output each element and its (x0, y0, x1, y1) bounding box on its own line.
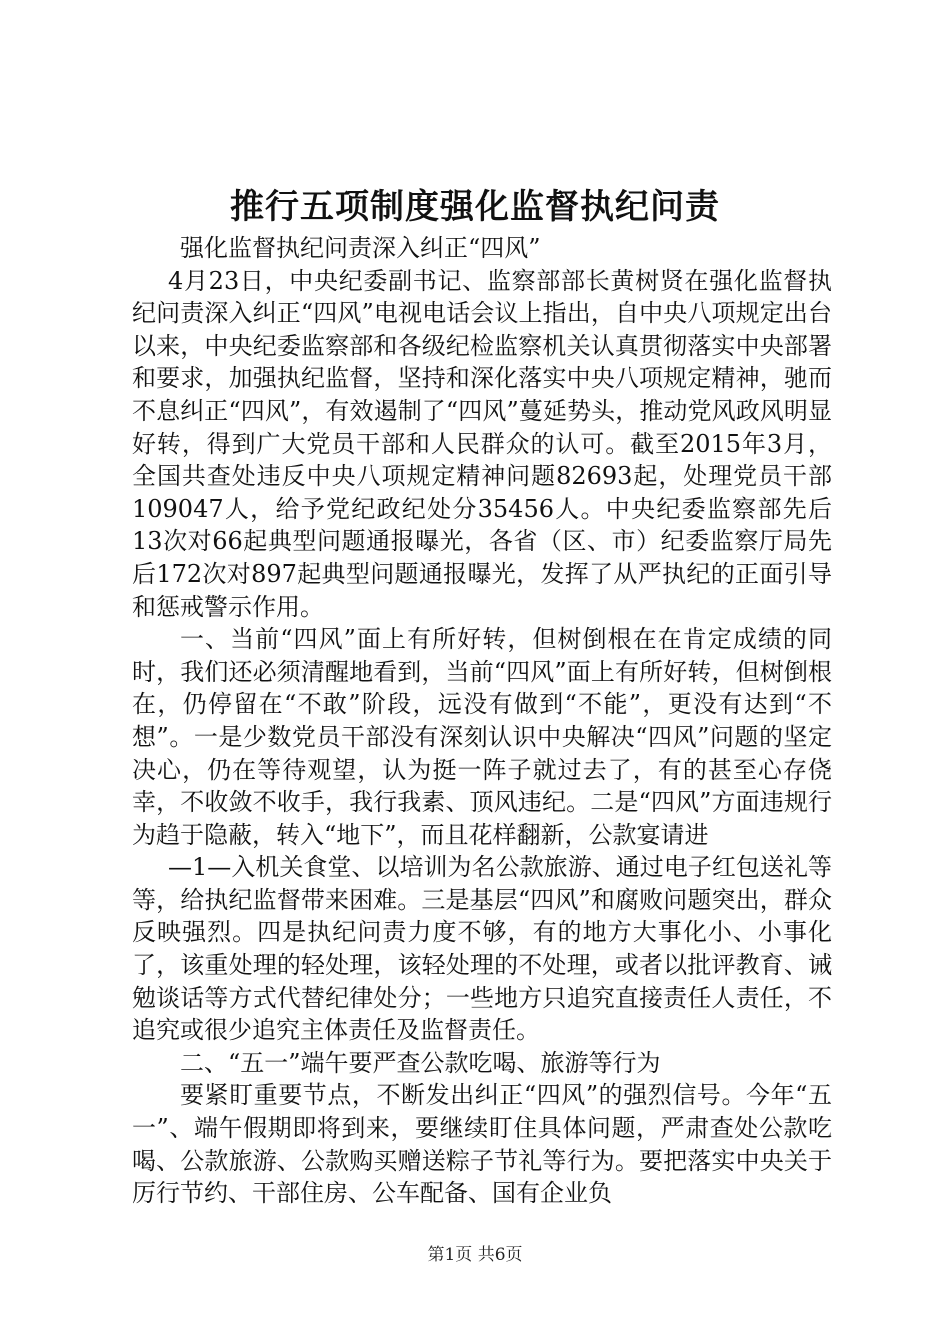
body-paragraph: 要紧盯重要节点，不断发出纠正“四风”的强烈信号。今年“五一”、端午假期即将到来，要继续盯住具体问题，严肃查处公款吃喝、公款旅游、公款购买赠送粽子节礼等行为。要把落实中央关于厉行节约、干部住房、公车配备、国有企业负 (132, 1081, 832, 1208)
subtitle-paragraph: 强化监督执纪问责深入纠正“四风” (180, 234, 541, 262)
body-paragraph: 一、当前“四风”面上有所好转，但树倒根在在肯定成绩的同时，我们还必须清醒地看到，当前“四风”面上有所好转，但树倒根在，仍停留在“不敢”阶段，远没有做到“不能”，更没有达到“不想”。一是少数党员干部没有深刻认识中央解决“四风”问题的坚定决心，仍在等待观望，认为挺一阵子就过去了，有的甚至心存侥幸，不收敛不收手，我行我素、顶风违纪。二是“四风”方面违规行为趋于隐蔽，转入“地下”，而且花样翻新，公款宴请进 (132, 625, 832, 849)
section-heading: 二、“五一”端午要严查公款吃喝、旅游等行为 (180, 1048, 661, 1077)
document-title: 推行五项制度强化监督执纪问责 (230, 187, 720, 227)
page-footer: 第1页 共6页 (427, 1245, 523, 1265)
document-body (132, 232, 832, 1210)
body-paragraph: —1—入机关食堂、以培训为名公款旅游、通过电子红包送礼等等，给执纪监督带来困难。三是基层“四风”和腐败问题突出，群众反映强烈。四是执纪问责力度不够，有的地方大事化小、小事化了，该重处理的轻处理，该轻处理的不处理，或者以批评教育、诫勉谈话等方式代替纪律处分；一些地方只追究直接责任人责任，不追究或很少追究主体责任及监督责任。 (132, 853, 832, 1045)
body-paragraph: 4月23日，中央纪委副书记、监察部部长黄树贤在强化监督执纪问责深入纠正“四风”电视电话会议上指出，自中央八项规定出台以来，中央纪委监察部和各级纪检监察机关认真贯彻落实中央部署和要求，加强执纪监督，坚持和深化落实中央八项规定精神，驰而不息纠正“四风”，有效遏制了“四风”蔓延势头，推动党风政风明显好转，得到广大党员干部和人民群众的认可。截至2015年3月，全国共查处违反中央八项规定精神问题82693起，处理党员干部109047人，给予党纪政纪处分35456人。中央纪委监察部先后13次对66起典型问题通报曝光，各省（区、市）纪委监察厅局先后172次对897起典型问题通报曝光，发挥了从严执纪的正面引导和惩戒警示作用。 (132, 266, 832, 621)
